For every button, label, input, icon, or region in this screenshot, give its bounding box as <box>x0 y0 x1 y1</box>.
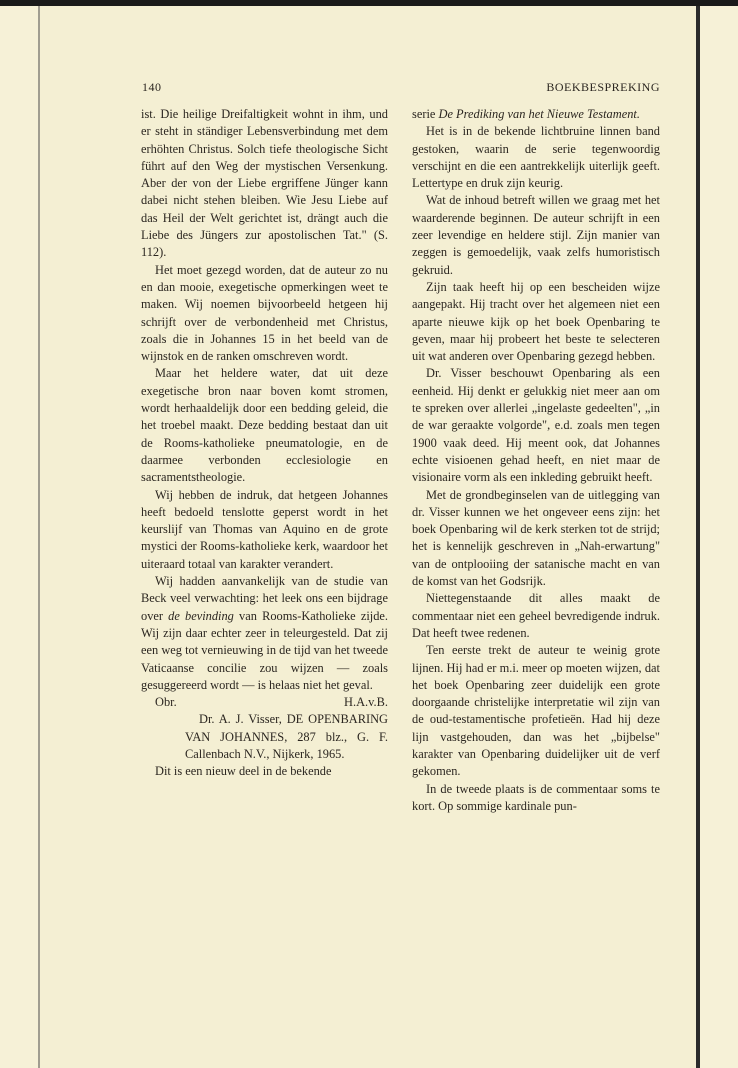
paragraph: serie De Prediking van het Nieuwe Testament. <box>412 107 640 121</box>
paragraph: Maar het heldere water, dat uit deze exegetische bron naar boven komt stromen, wordt herhaaldelijk door een bedding geleid, die het troebel maakt. Deze bedding bestaat dan uit de Rooms-katholieke pneumatologie, en de daarmee verbonden ecclesiologie en sacramentstheologie. <box>141 366 388 485</box>
paragraph: Het moet gezegd worden, dat de auteur zo nu en dan mooie, exegetische opmerkingen weet te maken. Wij noemen bijvoorbeeld hetgeen hij schrijft over de verbondenheid met Christus, zoals die in Johannes 15 in het beeld van de wijnstok en de ranken omschreven wordt. <box>141 262 388 364</box>
left-column <box>141 106 388 781</box>
paragraph: Wij hadden aanvankelijk van de studie van Beck veel verwachting: het leek ons een bijdrage over de bevinding van Rooms-Katholieke zijde. Wij zijn daar echter zeer in teleurgesteld. Dat zij een weg tot vernieuwing in de tijd van het tweede Vaticaanse concilie zou wijzen — zoals gesuggereerd wordt — is helaas niet het geval. <box>141 574 389 692</box>
page-number: 140 <box>142 80 162 94</box>
reviewer-initials: H.A.v.B. <box>344 695 388 710</box>
section-title: BOEKBESPREKING <box>546 80 660 94</box>
paragraph: Dit is een nieuw deel in de bekende <box>155 764 332 779</box>
series-title: De Prediking van het Nieuwe Testament. <box>438 107 640 121</box>
paragraph: Met de grondbeginselen van de uitlegging van dr. Visser kunnen we het ongeveer eens zijn: het boek Openbaring wil de kerk sterken tot de strijd; het is kennelijk geschreven in „Nah-erwartung" van de ontplooiing der satanische macht en van de komst van het Godsrijk. <box>412 487 660 589</box>
paragraph: Wat de inhoud betreft willen we graag met het waarderende beginnen. De auteur schrijft in een zeer levendige en heldere stijl. Zijn manier van zeggen is gemoedelijk, vaak zelfs humoristisch gekruid. <box>412 193 660 277</box>
paragraph: Het is in de bekende lichtbruine linnen band gestoken, waarin de serie tegenwoordig verschijnt en die een aantrekkelijk uiterlijk geeft. Lettertype en druk zijn keurig. <box>412 124 660 191</box>
paragraph: Wij hebben de indruk, dat hetgeen Johannes heeft bedoeld tenslotte geperst wordt in het keurslijf van Thomas van Aquino en de grote mystici der Rooms-katholieke kerk, waardoor het uiteraard totaal van karakter verandert. <box>141 487 388 571</box>
page-right-edge <box>696 6 700 1068</box>
review-signature <box>141 694 388 711</box>
right-column <box>412 106 660 815</box>
paragraph: ist. Die heilige Dreifaltigkeit wohnt in ihm, und er steht in ständiger Lebensverbindung met dem erhöhten Christus. Solch tiefe theologische Sicht führt auf den Weg der mystischen Versenkung. Aber der von der Liebe ergriffene Jünger kann dabei nicht stehen bleiben. Wie Jesu Liebe auf das Heil der Welt gerichtet ist, drängt auch die Liebe des Jüngers zur apostolischen Tat." (S. 112). <box>141 107 388 260</box>
paragraph: Dr. Visser beschouwt Openbaring als een eenheid. Hij denkt er gelukkig niet meer aan om te spreken over allerlei „ingelaste gedeelten", „in de war geraakte volgorde", e.d. zoals men tegen 1900 vaak deed. Hij meent ook, dat Johannes echte visioenen gehad heeft, en niet maar de visionaire vorm als een inkleding gebruikt heeft. <box>412 366 660 485</box>
signature-abbrev: Obr. <box>155 695 177 710</box>
emphasis: de bevinding <box>168 608 234 623</box>
paragraph: Ten eerste trekt de auteur te weinig grote lijnen. Hij had er m.i. meer op moeten wijzen, dat het boek Openbaring zeer duidelijk een grote doorgaande christelijke interpretatie wil zijn van de oud-testamentische profetieën. Had hij deze lijn vastgehouden, dan was het „bijbelse" karakter van Openbaring duidelijker uit de verf gekomen. <box>412 643 660 779</box>
book-reference: Dr. A. J. Visser, DE OPENBARING VAN JOHANNES, 287 blz., G. F. Callenbach N.V., Nijkerk, 1965. <box>185 712 388 761</box>
page-left-shadow <box>38 6 40 1068</box>
paragraph: In de tweede plaats is de commentaar soms te kort. Op sommige kardinale pun- <box>412 781 660 813</box>
paragraph: Niettegenstaande dit alles maakt de commentaar niet een geheel bevredigende indruk. Dat heeft twee redenen. <box>412 591 660 640</box>
paragraph: Zijn taak heeft hij op een bescheiden wijze aangepakt. Hij tracht over het algemeen niet een aparte nieuwe kijk op het boek Openbaring te geven, maar hij probeert het beste te selecteren uit wat anderen over Openbaring gezegd hebben. <box>412 279 660 364</box>
